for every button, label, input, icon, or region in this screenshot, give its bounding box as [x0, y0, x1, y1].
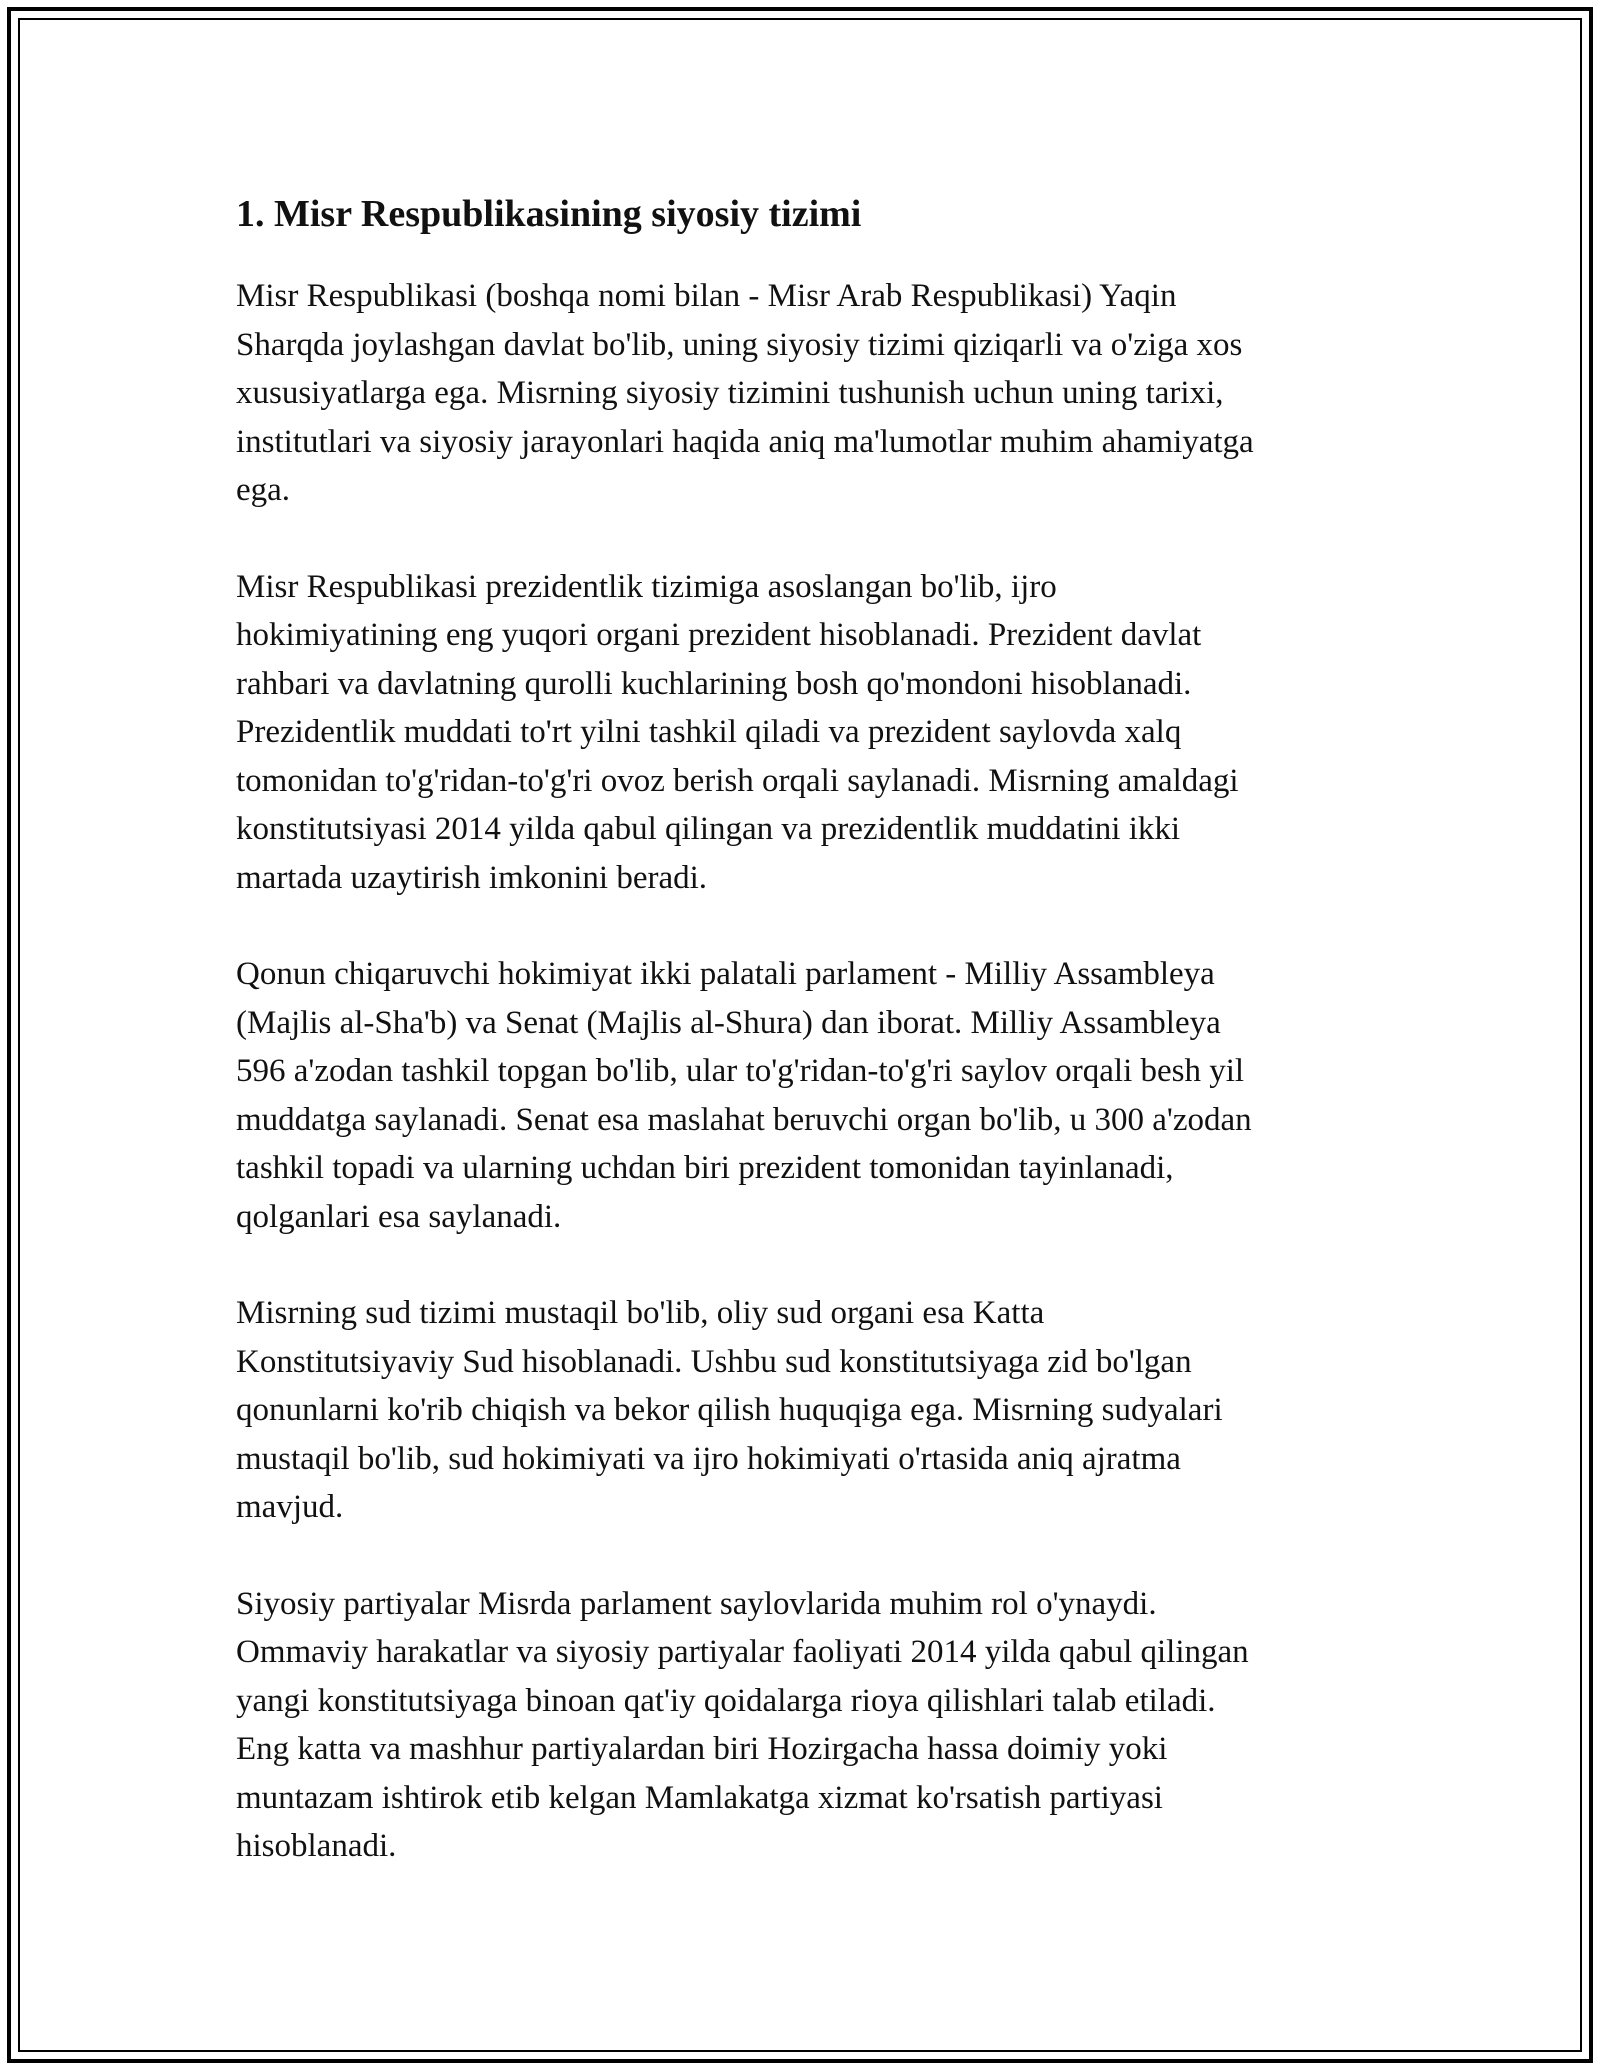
- paragraph-line: (Majlis al-Sha'b) va Senat (Majlis al-Shura) dan iborat. Milliy Assambleya: [236, 1004, 1221, 1041]
- paragraph-judicial: [236, 1289, 1386, 1532]
- paragraph-parties: [236, 1580, 1386, 1871]
- paragraph-line: tomonidan to'g'ridan-to'g'ri ovoz berish orqali saylanadi. Misrning amaldagi: [236, 762, 1239, 799]
- paragraph-intro: [236, 272, 1386, 515]
- paragraph-line: Ommaviy harakatlar va siyosiy partiyalar faoliyati 2014 yilda qabul qilingan: [236, 1634, 1249, 1670]
- paragraph-line: Misr Respublikasi (boshqa nomi bilan - Misr Arab Respublikasi) Yaqin: [236, 278, 1177, 314]
- paragraph-line: mavjud.: [236, 1489, 344, 1525]
- paragraph-line: qonunlarni ko'rib chiqish va bekor qilish huquqiga ega. Misrning sudyalari: [236, 1392, 1223, 1428]
- paragraph-line: Misrning sud tizimi mustaqil bo'lib, oliy sud organi esa Katta: [236, 1295, 1045, 1331]
- paragraph-line: Prezidentlik muddati to'rt yilni tashkil qiladi va prezident saylovda xalq: [236, 714, 1182, 750]
- document-title: 1. Misr Respublikasining siyosiy tizimi: [236, 193, 862, 235]
- paragraph-executive: [236, 563, 1386, 903]
- paragraph-line: Konstitutsiyaviy Sud hisoblanadi. Ushbu sud konstitutsiyaga zid bo'lgan: [236, 1343, 1192, 1380]
- paragraph-line: muntazam ishtirok etib kelgan Mamlakatga xizmat ko'rsatish partiyasi: [236, 1779, 1163, 1816]
- paragraph-line: hokimiyatining eng yuqori organi prezident hisoblanadi. Prezident davlat: [236, 617, 1202, 653]
- paragraph-line: institutlari va siyosiy jarayonlari haqida aniq ma'lumotlar muhim ahamiyatga: [236, 423, 1254, 460]
- document-body: [236, 186, 1386, 1919]
- paragraph-line: ega.: [236, 472, 291, 508]
- paragraph-line: martada uzaytirish imkonini beradi.: [236, 859, 708, 896]
- paragraph-line: Siyosiy partiyalar Misrda parlament saylovlarida muhim rol o'ynaydi.: [236, 1585, 1157, 1622]
- paragraph-line: qolganlari esa saylanadi.: [236, 1198, 562, 1235]
- paragraph-line: xususiyatlarga ega. Misrning siyosiy tizimini tushunish uchun uning tarixi,: [236, 375, 1224, 411]
- paragraph-line: Sharqda joylashgan davlat bo'lib, uning siyosiy tizimi qiziqarli va o'ziga xos: [236, 326, 1243, 363]
- paragraph-line: konstitutsiyasi 2014 yilda qabul qilingan va prezidentlik muddatini ikki: [236, 811, 1181, 847]
- paragraph-line: yangi konstitutsiyaga binoan qat'iy qoidalarga rioya qilishlari talab etiladi.: [236, 1682, 1216, 1719]
- paragraph-line: rahbari va davlatning qurolli kuchlarining bosh qo'mondoni hisoblanadi.: [236, 665, 1192, 702]
- paragraph-line: Qonun chiqaruvchi hokimiyat ikki palatali parlament - Milliy Assambleya: [236, 956, 1215, 992]
- paragraph-line: Eng katta va mashhur partiyalardan biri Hozirgacha hassa doimiy yoki: [236, 1731, 1168, 1767]
- paragraph-line: Misr Respublikasi prezidentlik tizimiga asoslangan bo'lib, ijro: [236, 568, 1057, 605]
- paragraph-line: muddatga saylanadi. Senat esa maslahat beruvchi organ bo'lib, u 300 a'zodan: [236, 1101, 1252, 1138]
- paragraph-line: tashkil topadi va ularning uchdan biri prezident tomonidan tayinlanadi,: [236, 1150, 1174, 1186]
- paragraph-line: mustaqil bo'lib, sud hokimiyati va ijro hokimiyati o'rtasida aniq ajratma: [236, 1440, 1181, 1477]
- paragraph-line: hisoblanadi.: [236, 1828, 397, 1864]
- paragraph-legislative: [236, 950, 1386, 1241]
- paragraph-line: 596 a'zodan tashkil topgan bo'lib, ular to'g'ridan-to'g'ri saylov orqali besh yil: [236, 1053, 1245, 1089]
